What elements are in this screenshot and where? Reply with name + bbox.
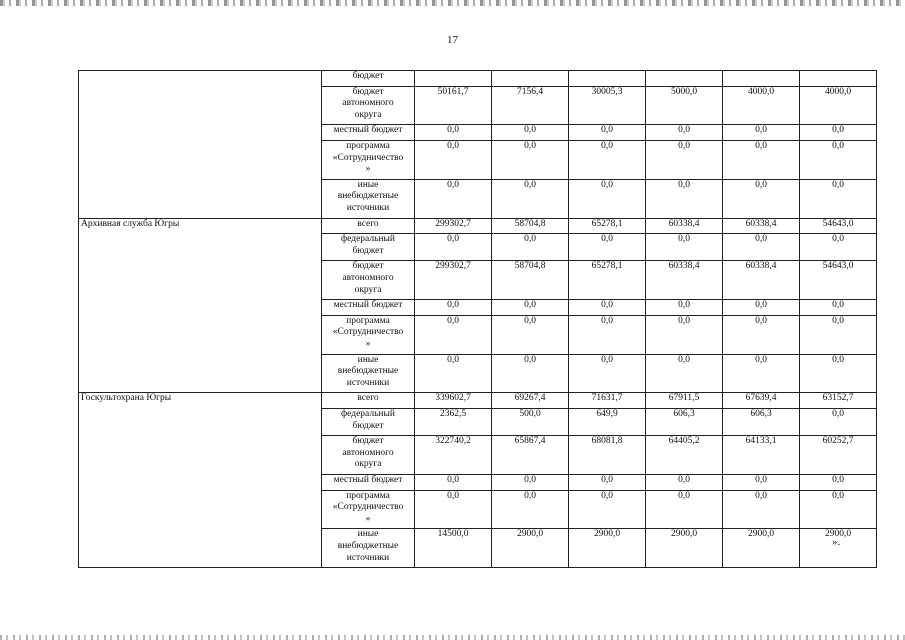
amount-cell: 71631,7 <box>569 393 646 409</box>
amount-cell: 0,0 <box>569 140 646 179</box>
amount-cell: 65278,1 <box>569 218 646 234</box>
funding-source-cell: программа «Сотрудничество » <box>322 315 415 354</box>
amount-cell: 649,9 <box>569 408 646 435</box>
amount-cell: 0,0 <box>723 474 800 490</box>
organization-cell: Архивная служба Югры <box>79 218 322 393</box>
funding-source-cell: бюджет автономного округа <box>322 436 415 475</box>
amount-cell: 0,0 <box>415 179 492 218</box>
amount-cell: 54643,0 <box>800 261 877 300</box>
amount-cell: 0,0 <box>646 300 723 316</box>
amount-cell: 64405,2 <box>646 436 723 475</box>
amount-cell: 0,0 <box>415 140 492 179</box>
amount-cell: 339602,7 <box>415 393 492 409</box>
amount-cell: 0,0 <box>415 300 492 316</box>
amount-cell: 65278,1 <box>569 261 646 300</box>
closing-quote-mark: ». <box>832 536 841 548</box>
amount-cell: 60338,4 <box>646 218 723 234</box>
amount-cell <box>800 71 877 87</box>
amount-cell: 0,0 <box>492 300 569 316</box>
funding-source-cell: местный бюджет <box>322 125 415 141</box>
amount-cell: 69267,4 <box>492 393 569 409</box>
amount-cell: 0,0 <box>415 315 492 354</box>
amount-cell: 0,0 <box>646 179 723 218</box>
amount-cell: 0,0 <box>569 354 646 393</box>
amount-cell: 2362,5 <box>415 408 492 435</box>
amount-cell: 0,0 <box>646 234 723 261</box>
amount-cell: 63152,7 <box>800 393 877 409</box>
funding-source-cell: всего <box>322 393 415 409</box>
amount-cell: 0,0 <box>723 315 800 354</box>
amount-cell <box>492 71 569 87</box>
amount-cell: 0,0 <box>723 490 800 529</box>
amount-cell: 0,0 <box>569 474 646 490</box>
amount-cell <box>646 71 723 87</box>
amount-cell: 500,0 <box>492 408 569 435</box>
amount-cell: 2900,0 <box>723 529 800 568</box>
funding-source-cell: иные внебюджетные источники <box>322 354 415 393</box>
amount-cell: 60338,4 <box>646 261 723 300</box>
amount-cell: 0,0 <box>646 474 723 490</box>
amount-cell: 14500,0 <box>415 529 492 568</box>
amount-cell: 0,0 <box>800 234 877 261</box>
amount-cell: 50161,7 <box>415 86 492 125</box>
amount-cell: 0,0 <box>646 125 723 141</box>
amount-cell: 0,0 <box>646 140 723 179</box>
amount-cell: 0,0 <box>646 315 723 354</box>
amount-cell: 60338,4 <box>723 218 800 234</box>
amount-cell: 0,0 <box>800 408 877 435</box>
amount-cell: 60252,7 <box>800 436 877 475</box>
amount-cell: 67639,4 <box>723 393 800 409</box>
funding-source-cell: программа «Сотрудничество » <box>322 140 415 179</box>
amount-cell: 64133,1 <box>723 436 800 475</box>
amount-cell: 0,0 <box>415 490 492 529</box>
amount-cell: 0,0 <box>569 490 646 529</box>
amount-cell: 0,0 <box>646 354 723 393</box>
amount-cell: 2900,0 <box>492 529 569 568</box>
amount-cell: 0,0 <box>492 490 569 529</box>
amount-cell: 0,0 <box>723 234 800 261</box>
amount-cell: 0,0 <box>569 315 646 354</box>
amount-cell: 299302,7 <box>415 261 492 300</box>
amount-cell <box>415 71 492 87</box>
amount-cell: 4000,0 <box>723 86 800 125</box>
funding-table <box>78 70 877 568</box>
amount-cell: 68081,8 <box>569 436 646 475</box>
amount-cell: 0,0 <box>800 490 877 529</box>
funding-source-cell: федеральный бюджет <box>322 234 415 261</box>
amount-cell: 65867,4 <box>492 436 569 475</box>
amount-cell: 0,0 <box>415 474 492 490</box>
funding-source-cell: местный бюджет <box>322 474 415 490</box>
amount-cell: 0,0 <box>723 179 800 218</box>
amount-cell: 0,0 <box>800 315 877 354</box>
funding-source-cell: бюджет автономного округа <box>322 261 415 300</box>
amount-cell: 0,0 <box>723 300 800 316</box>
table-row <box>79 218 877 234</box>
amount-cell: 0,0 <box>723 354 800 393</box>
funding-source-cell: федеральный бюджет <box>322 408 415 435</box>
amount-cell: 0,0 <box>800 125 877 141</box>
amount-cell: 0,0 <box>646 490 723 529</box>
amount-cell: 54643,0 <box>800 218 877 234</box>
amount-cell: 322740,2 <box>415 436 492 475</box>
funding-source-cell: местный бюджет <box>322 300 415 316</box>
amount-cell <box>723 71 800 87</box>
funding-source-cell: бюджет <box>322 71 415 87</box>
amount-cell: 4000,0 <box>800 86 877 125</box>
amount-cell: 5000,0 <box>646 86 723 125</box>
amount-cell: 0,0 <box>492 125 569 141</box>
organization-cell: Госкультохрана Югры <box>79 393 322 568</box>
amount-cell: 0,0 <box>492 179 569 218</box>
amount-cell: 0,0 <box>800 474 877 490</box>
organization-cell <box>79 71 322 219</box>
funding-source-cell: программа «Сотрудничество » <box>322 490 415 529</box>
funding-source-cell: иные внебюджетные источники <box>322 179 415 218</box>
scan-edge-top <box>0 0 905 6</box>
table-row <box>79 71 877 87</box>
amount-cell: 606,3 <box>646 408 723 435</box>
amount-cell: 606,3 <box>723 408 800 435</box>
amount-cell: 0,0 <box>492 315 569 354</box>
amount-cell: 0,0 <box>800 179 877 218</box>
amount-cell: 60338,4 <box>723 261 800 300</box>
amount-cell: 0,0 <box>800 354 877 393</box>
amount-cell: 58704,8 <box>492 261 569 300</box>
amount-cell: 0,0 <box>569 125 646 141</box>
amount-cell: 2900,0 <box>569 529 646 568</box>
funding-source-cell: всего <box>322 218 415 234</box>
amount-cell: 0,0 <box>415 234 492 261</box>
amount-cell: 0,0 <box>415 354 492 393</box>
amount-cell: 0,0 <box>569 179 646 218</box>
amount-cell: 0,0 <box>723 125 800 141</box>
amount-cell: 0,0 <box>492 234 569 261</box>
amount-cell: 30005,3 <box>569 86 646 125</box>
amount-cell: 0,0 <box>492 474 569 490</box>
amount-cell: 0,0 <box>492 354 569 393</box>
amount-cell: 2900,0 <box>646 529 723 568</box>
amount-cell: 58704,8 <box>492 218 569 234</box>
funding-source-cell: иные внебюджетные источники <box>322 529 415 568</box>
amount-cell: 0,0 <box>800 140 877 179</box>
amount-cell: 0,0 <box>492 140 569 179</box>
amount-cell <box>569 71 646 87</box>
amount-cell: 2900,0 <box>800 529 877 568</box>
amount-cell: 7156,4 <box>492 86 569 125</box>
amount-cell: 0,0 <box>800 300 877 316</box>
amount-cell: 299302,7 <box>415 218 492 234</box>
scan-edge-bottom <box>0 635 905 640</box>
amount-cell: 0,0 <box>569 234 646 261</box>
table-row <box>79 393 877 409</box>
amount-cell: 0,0 <box>723 140 800 179</box>
amount-cell: 67911,5 <box>646 393 723 409</box>
amount-cell: 0,0 <box>415 125 492 141</box>
funding-source-cell: бюджет автономного округа <box>322 86 415 125</box>
amount-cell: 0,0 <box>569 300 646 316</box>
page-number: 17 <box>447 34 458 46</box>
